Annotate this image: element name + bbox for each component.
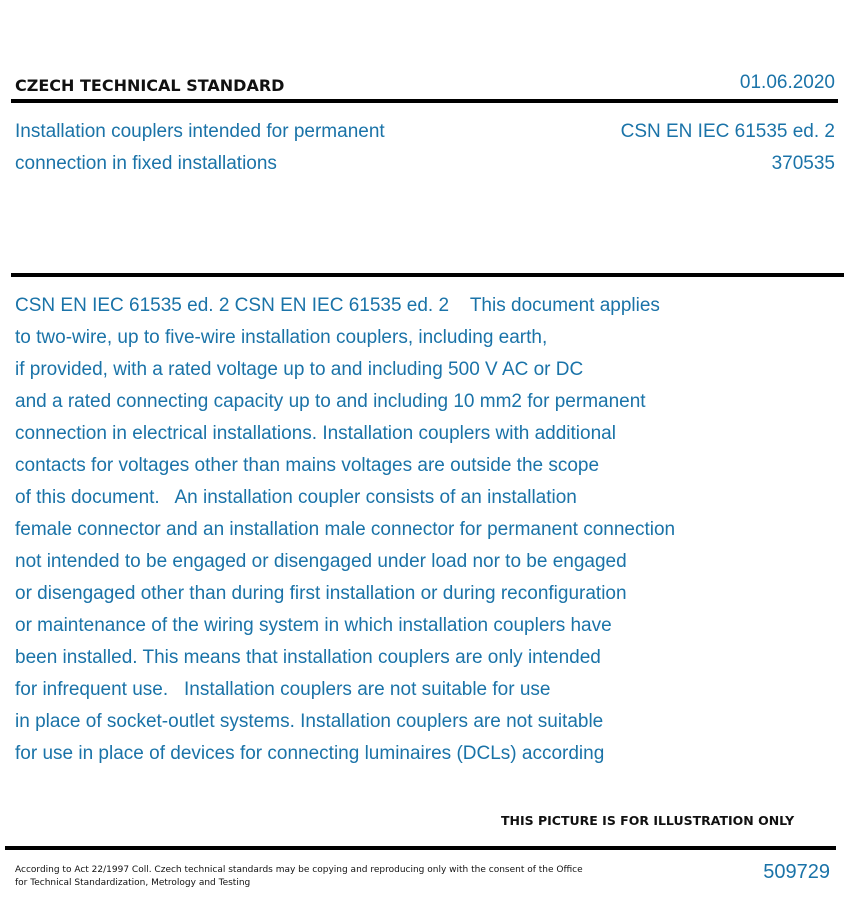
publication-date: 01.06.2020 <box>739 72 835 93</box>
abstract-line: or disengaged other than during first installation or during reconfiguration <box>15 583 627 604</box>
standard-title-line: connection in fixed installations <box>15 153 277 174</box>
abstract-line: to two-wire, up to five-wire installation couplers, including earth, <box>15 327 548 348</box>
standard-code: CSN EN IEC 61535 ed. 2 <box>620 121 835 142</box>
abstract-line: for use in place of devices for connecting luminaires (DCLs) according <box>15 743 605 764</box>
abstract-line: contacts for voltages other than mains voltages are outside the scope <box>15 455 600 476</box>
abstract-line: of this document. An installation coupler consists of an installation <box>15 487 577 508</box>
abstract-line: female connector and an installation male connector for permanent connection <box>15 519 676 540</box>
abstract-line: connection in electrical installations. Installation couplers with additional <box>15 423 616 444</box>
abstract-line: or maintenance of the wiring system in which installation couplers have <box>15 615 612 636</box>
abstract-line: if provided, with a rated voltage up to and including 500 V AC or DC <box>15 359 584 380</box>
section-divider <box>11 273 844 277</box>
abstract-line: for infrequent use. Installation couplers are not suitable for use <box>15 679 551 700</box>
standard-identifier <box>621 116 835 180</box>
class-number: 370535 <box>771 153 835 174</box>
document-id: 509729 <box>763 861 830 883</box>
abstract-line: been installed. This means that installation couplers are only intended <box>15 647 601 668</box>
copyright-notice <box>15 864 583 890</box>
copyright-line: According to Act 22/1997 Coll. Czech technical standards may be copying and reproducing only with the consent of the Office <box>15 865 583 875</box>
standard-title <box>15 116 385 180</box>
standard-type-label: CZECH TECHNICAL STANDARD <box>15 76 285 95</box>
abstract-text <box>15 290 845 770</box>
abstract-line: in place of socket-outlet systems. Installation couplers are not suitable <box>15 711 604 732</box>
footer-divider <box>5 846 836 850</box>
illustration-notice: THIS PICTURE IS FOR ILLUSTRATION ONLY <box>501 813 795 828</box>
abstract-line: and a rated connecting capacity up to and including 10 mm2 for permanent <box>15 391 646 412</box>
abstract-line: CSN EN IEC 61535 ed. 2 CSN EN IEC 61535 ed. 2 This document applies <box>15 295 660 316</box>
copyright-line: for Technical Standardization, Metrology and Testing <box>15 878 251 888</box>
standard-title-line: Installation couplers intended for permanent <box>15 121 385 142</box>
header-divider <box>11 99 838 103</box>
abstract-line: not intended to be engaged or disengaged under load nor to be engaged <box>15 551 627 572</box>
